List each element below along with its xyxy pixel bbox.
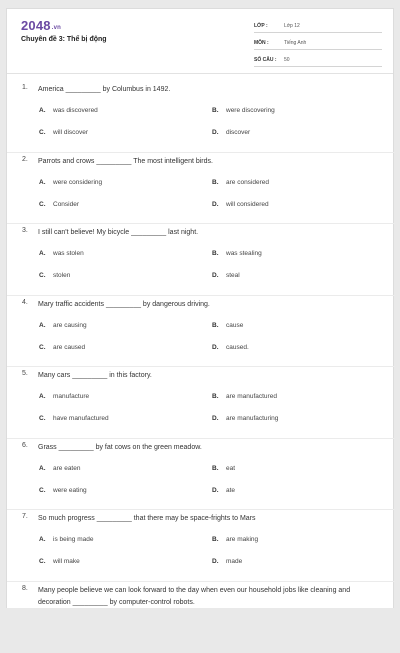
option-letter: C. bbox=[39, 415, 53, 422]
question-item bbox=[7, 224, 395, 296]
header-divider bbox=[7, 73, 393, 74]
option-text: discover bbox=[226, 129, 250, 136]
option-letter: D. bbox=[212, 558, 226, 565]
option-text: will considered bbox=[226, 201, 269, 208]
meta-label: LỚP : bbox=[254, 23, 284, 29]
site-logo[interactable] bbox=[21, 18, 61, 33]
question-text: Parrots and crows _________ The most intelligent birds. bbox=[38, 156, 383, 168]
question-text: Mary traffic accidents _________ by dangerous driving. bbox=[38, 299, 383, 311]
option-text: is being made bbox=[53, 536, 93, 543]
question-number: 3. bbox=[22, 227, 28, 234]
answer-option-a[interactable] bbox=[39, 107, 98, 114]
answer-option-b[interactable] bbox=[212, 107, 275, 114]
answer-option-a[interactable] bbox=[39, 322, 87, 329]
answer-option-d[interactable] bbox=[212, 201, 269, 208]
question-text: Grass _________ by fat cows on the green meadow. bbox=[38, 442, 383, 454]
answer-option-b[interactable] bbox=[212, 322, 243, 329]
option-text: were considering bbox=[53, 179, 102, 186]
logo-text: 2048 bbox=[21, 18, 51, 33]
question-number: 2. bbox=[22, 156, 28, 163]
answer-option-d[interactable] bbox=[212, 415, 278, 422]
question-item bbox=[7, 582, 395, 653]
answer-option-c[interactable] bbox=[39, 558, 80, 565]
answer-option-a[interactable] bbox=[39, 179, 102, 186]
option-text: cause bbox=[226, 322, 243, 329]
option-letter: B. bbox=[212, 465, 226, 472]
question-number: 5. bbox=[22, 370, 28, 377]
question-text: Many people believe we can look forward to the day when even our household jobs like cleaning and decoration _________ by computer-control robots. bbox=[38, 585, 383, 609]
option-letter: C. bbox=[39, 129, 53, 136]
meta-value: Lớp 12 bbox=[284, 23, 300, 29]
option-letter: A. bbox=[39, 250, 53, 257]
answer-option-d[interactable] bbox=[212, 558, 242, 565]
option-text: stolen bbox=[53, 272, 70, 279]
answer-option-c[interactable] bbox=[39, 272, 70, 279]
option-text: are considered bbox=[226, 179, 269, 186]
option-letter: B. bbox=[212, 322, 226, 329]
answer-option-c[interactable] bbox=[39, 129, 88, 136]
meta-row-question-count bbox=[254, 53, 382, 67]
meta-row-grade bbox=[254, 19, 382, 33]
answer-option-c[interactable] bbox=[39, 415, 109, 422]
question-item bbox=[7, 367, 395, 439]
question-item bbox=[7, 153, 395, 225]
option-text: eat bbox=[226, 465, 235, 472]
option-text: are causing bbox=[53, 322, 87, 329]
option-text: were discovering bbox=[226, 107, 275, 114]
worksheet-page bbox=[6, 8, 394, 608]
option-text: were eating bbox=[53, 487, 87, 494]
option-text: steal bbox=[226, 272, 240, 279]
answer-option-a[interactable] bbox=[39, 393, 89, 400]
option-letter: C. bbox=[39, 201, 53, 208]
option-text: was stolen bbox=[53, 250, 84, 257]
question-number: 4. bbox=[22, 299, 28, 306]
logo-suffix: .vn bbox=[52, 25, 61, 31]
option-letter: A. bbox=[39, 465, 53, 472]
option-letter: A. bbox=[39, 179, 53, 186]
question-item bbox=[7, 439, 395, 511]
option-text: will discover bbox=[53, 129, 88, 136]
answer-option-a[interactable] bbox=[39, 465, 80, 472]
option-letter: A. bbox=[39, 107, 53, 114]
meta-label: MÔN : bbox=[254, 40, 284, 46]
question-item bbox=[7, 296, 395, 368]
question-item bbox=[7, 510, 395, 582]
option-letter: B. bbox=[212, 250, 226, 257]
option-text: caused. bbox=[226, 344, 249, 351]
answer-option-d[interactable] bbox=[212, 344, 249, 351]
option-letter: D. bbox=[212, 344, 226, 351]
option-letter: C. bbox=[39, 487, 53, 494]
meta-row-subject bbox=[254, 36, 382, 50]
answer-option-b[interactable] bbox=[212, 250, 262, 257]
question-item bbox=[7, 81, 395, 153]
answer-option-d[interactable] bbox=[212, 487, 235, 494]
topic-title: Chuyên đề 3: Thể bị động bbox=[21, 36, 107, 43]
option-letter: B. bbox=[212, 536, 226, 543]
option-text: was stealing bbox=[226, 250, 262, 257]
option-text: are manufacturing bbox=[226, 415, 278, 422]
question-number: 8. bbox=[22, 585, 28, 592]
answer-option-b[interactable] bbox=[212, 393, 277, 400]
question-number: 1. bbox=[22, 84, 28, 91]
option-text: are caused bbox=[53, 344, 85, 351]
option-text: made bbox=[226, 558, 242, 565]
option-text: was discovered bbox=[53, 107, 98, 114]
option-letter: D. bbox=[212, 272, 226, 279]
answer-option-a[interactable] bbox=[39, 250, 84, 257]
option-text: manufacture bbox=[53, 393, 89, 400]
option-letter: A. bbox=[39, 393, 53, 400]
option-text: will make bbox=[53, 558, 80, 565]
question-text: Many cars _________ in this factory. bbox=[38, 370, 383, 382]
option-letter: D. bbox=[212, 129, 226, 136]
option-text: have manufactured bbox=[53, 415, 109, 422]
answer-option-b[interactable] bbox=[212, 465, 235, 472]
answer-option-b[interactable] bbox=[212, 179, 269, 186]
question-number: 7. bbox=[22, 513, 28, 520]
question-text: So much progress _________ that there may be space-frights to Mars bbox=[38, 513, 383, 525]
option-letter: D. bbox=[212, 487, 226, 494]
question-list bbox=[7, 81, 395, 653]
option-letter: B. bbox=[212, 107, 226, 114]
option-text: are making bbox=[226, 536, 258, 543]
worksheet-header bbox=[7, 9, 393, 67]
worksheet-meta bbox=[254, 19, 382, 70]
option-letter: B. bbox=[212, 179, 226, 186]
question-number: 6. bbox=[22, 442, 28, 449]
option-letter: C. bbox=[39, 344, 53, 351]
answer-option-d[interactable] bbox=[212, 272, 240, 279]
option-letter: A. bbox=[39, 322, 53, 329]
meta-label: SỐ CÂU : bbox=[254, 57, 284, 63]
option-letter: C. bbox=[39, 272, 53, 279]
answer-option-a[interactable] bbox=[39, 536, 93, 543]
option-letter: D. bbox=[212, 201, 226, 208]
answer-option-b[interactable] bbox=[212, 536, 258, 543]
option-text: are eaten bbox=[53, 465, 80, 472]
option-text: Consider bbox=[53, 201, 79, 208]
option-letter: C. bbox=[39, 558, 53, 565]
option-text: are manufactured bbox=[226, 393, 277, 400]
option-letter: A. bbox=[39, 536, 53, 543]
answer-option-c[interactable] bbox=[39, 487, 87, 494]
answer-option-c[interactable] bbox=[39, 201, 79, 208]
meta-value: 50 bbox=[284, 57, 290, 63]
answer-option-c[interactable] bbox=[39, 344, 85, 351]
meta-value: Tiếng Anh bbox=[284, 40, 306, 46]
option-letter: B. bbox=[212, 393, 226, 400]
question-text: I still can't believe! My bicycle _________ last night. bbox=[38, 227, 383, 239]
question-text: America _________ by Columbus in 1492. bbox=[38, 84, 383, 96]
answer-option-d[interactable] bbox=[212, 129, 250, 136]
option-letter: D. bbox=[212, 415, 226, 422]
option-text: ate bbox=[226, 487, 235, 494]
